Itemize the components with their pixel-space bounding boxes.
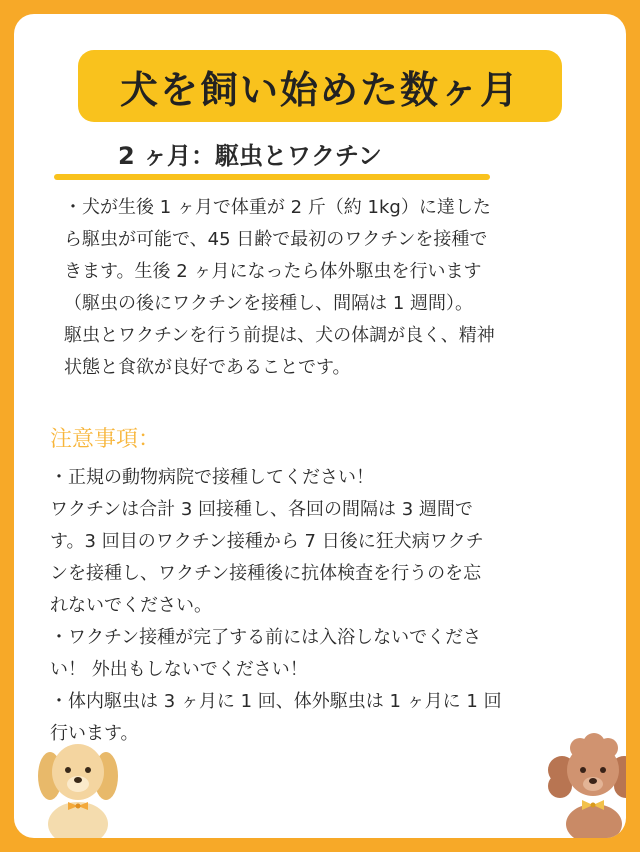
page-title: 犬を飼い始めた数ヶ月 xyxy=(119,67,520,112)
section-line: （駆虫の後にワクチンを接種し、間隔は 1 週間）。 xyxy=(64,293,473,314)
section-heading: 2 ヶ月：駆虫とワクチン xyxy=(118,142,382,170)
content-card xyxy=(14,14,626,838)
notes-body xyxy=(50,462,600,750)
title-banner xyxy=(78,50,562,122)
notes-line: す。3 回目のワクチン接種から 7 日後に狂犬病ワクチ xyxy=(50,531,484,552)
section-body xyxy=(64,192,604,384)
golden-retriever-dog-icon xyxy=(32,732,124,838)
section-line: 状態と食欲が良好であることです。 xyxy=(64,357,351,378)
notes-line: い！ 外出もしないでください！ xyxy=(50,659,308,680)
notes-line: ンを接種し、ワクチン接種後に抗体検査を行うのを忘 xyxy=(50,563,482,584)
notes-line: 行います。 xyxy=(50,723,139,744)
notes-line: ・正規の動物病院で接種してください！ xyxy=(50,467,374,488)
notes-heading: 注意事項： xyxy=(50,427,161,452)
notes-line: れないでください。 xyxy=(50,595,212,616)
section-line: ら駆虫が可能で、45 日齢で最初のワクチンを接種で xyxy=(64,229,488,250)
notes-line: ・ワクチン接種が完了する前には入浴しないでくださ xyxy=(50,627,482,648)
notes-line: ・体内駆虫は 3 ヶ月に 1 回、体外駆虫は 1 ヶ月に 1 回 xyxy=(50,691,502,712)
notes-line: ワクチンは合計 3 回接種し、各回の間隔は 3 週間で xyxy=(50,499,473,520)
section-line: 駆虫とワクチンを行う前提は、犬の体調が良く、精神 xyxy=(64,325,495,346)
toy-poodle-dog-icon xyxy=(544,730,626,838)
section-line: ・犬が生後 1 ヶ月で体重が 2 斤（約 1kg）に達した xyxy=(64,197,491,218)
section-line: きます。生後 2 ヶ月になったら体外駆虫を行います xyxy=(64,261,482,282)
section-underline xyxy=(54,174,490,180)
